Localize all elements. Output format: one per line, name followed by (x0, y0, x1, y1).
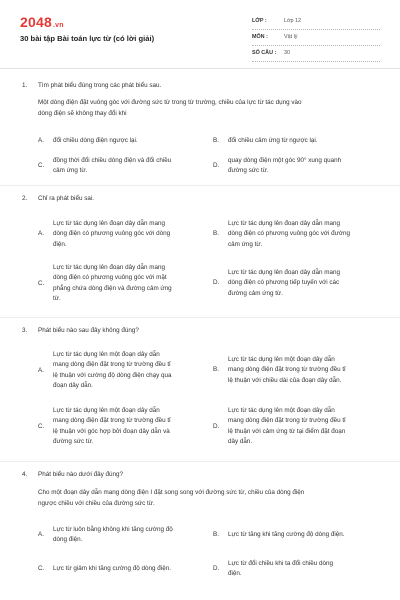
answer-option-c[interactable] (38, 564, 208, 574)
document-meta (252, 15, 380, 63)
option-line: Lực từ tác dụng lên đoạn dây dẫn mang (228, 269, 341, 276)
option-line: Lực từ luôn bằng không khi tăng cường độ (53, 526, 173, 533)
option-letter: D. (213, 162, 220, 170)
option-line: đường sức từ. (53, 438, 94, 446)
option-line: dòng điện có phương vuông góc với dòng (53, 230, 171, 238)
option-line: dòng điện. (53, 536, 83, 544)
option-line: Lực từ tác dụng lên một đoạn dây dẫn (53, 351, 160, 358)
meta-row-question-count (252, 47, 380, 62)
answer-option-c[interactable] (38, 156, 208, 177)
option-text (228, 530, 345, 540)
option-text (53, 350, 172, 392)
option-letter: C. (38, 279, 45, 287)
answer-option-a[interactable] (38, 219, 208, 250)
option-line: mang dòng điện đặt trong từ trường đều tỉ (228, 366, 346, 374)
option-text (53, 156, 171, 177)
meta-label: MÔN : (252, 34, 268, 40)
option-letter: B. (213, 137, 219, 144)
option-line: mang dòng điện đặt trong từ trường đều tỉ (53, 361, 171, 369)
answer-option-a[interactable] (38, 136, 208, 146)
meta-value: 30 (284, 50, 290, 56)
answer-option-a[interactable] (38, 525, 208, 546)
option-line: dây dẫn. (228, 438, 253, 446)
option-line: Lực từ tăng khi tăng cường độ dòng điện. (228, 531, 345, 538)
option-line: lệ thuận với chiều dài của đoạn dây dẫn. (228, 376, 342, 384)
option-line: cảm ứng từ. (228, 240, 263, 248)
question-divider (0, 185, 400, 186)
option-text (53, 406, 171, 448)
intro-line: Cho một đoạn dây dẫn mang dòng điện I đặt song song với đường sức từ, chiều của dòng điện (38, 489, 305, 496)
site-logo[interactable] (20, 14, 64, 30)
question-text: Chỉ ra phát biểu sai. (38, 195, 95, 202)
option-letter: B. (213, 230, 219, 238)
option-letter: D. (213, 565, 220, 573)
meta-row-class (252, 15, 380, 30)
option-text (228, 156, 341, 177)
option-line: đồng thời đổi chiều dòng điện và đổi chiều (53, 157, 172, 164)
question-text: Tìm phát biểu đúng trong các phát biểu sau. (38, 82, 162, 89)
question-divider (0, 461, 400, 462)
logo-text: 2048 (20, 14, 52, 30)
option-line: đổi chiều cảm ứng từ ngược lại. (228, 137, 318, 144)
intro-line: dòng điện sẽ không thay đổi khi (38, 109, 127, 117)
intro-line: ngược chiều với chiều của đường sức từ. (38, 499, 155, 507)
option-line: Lực từ tác dụng lên đoạn dây dẫn mang (53, 220, 166, 227)
option-line: lệ thuận với cường độ dòng điện chạy qua (53, 371, 172, 379)
option-line: đường cảm ứng từ. (228, 289, 283, 297)
question-divider (0, 317, 400, 318)
meta-value: Lớp 12 (284, 18, 302, 24)
question-number: 4. (22, 471, 28, 478)
intro-line: Một dòng điện đặt vuông góc với đường sức từ trong từ trường, chiều của lực từ tác dụng vào (38, 99, 302, 106)
option-letter: D. (213, 422, 220, 430)
option-line: Lực từ giảm khi tăng cường độ dòng điện. (53, 565, 171, 572)
option-text (228, 559, 333, 580)
answer-option-c[interactable] (38, 263, 208, 305)
meta-row-subject (252, 31, 380, 46)
answer-option-d[interactable] (213, 559, 383, 580)
option-text (228, 355, 346, 386)
option-letter: C. (38, 162, 45, 170)
option-letter: C. (38, 422, 45, 430)
option-line: mang dòng điện đặt trong từ trường đều tỉ (228, 417, 346, 425)
option-letter: A. (38, 230, 44, 238)
option-letter: A. (38, 137, 44, 144)
option-line: từ. (53, 295, 61, 303)
answer-option-b[interactable] (213, 136, 383, 146)
answer-option-d[interactable] (213, 156, 383, 177)
option-line: dòng điện có phương tiếp tuyến với các (228, 279, 340, 287)
option-text (53, 525, 173, 546)
option-line: lệ thuận với cảm ứng từ tại điểm đặt đoạn (228, 427, 346, 435)
option-line: Lực từ đổi chiều khi ta đổi chiều dòng (228, 560, 334, 567)
option-letter: C. (38, 565, 45, 572)
option-text (228, 268, 340, 299)
answer-option-c[interactable] (38, 406, 208, 448)
option-letter: B. (213, 366, 219, 374)
answer-option-d[interactable] (213, 268, 383, 299)
option-text (228, 406, 346, 448)
question-number: 1. (22, 82, 28, 89)
option-line: dòng điện có phương vuông góc với đường (228, 230, 350, 238)
option-line: lệ thuận với góc hợp bởi đoạn dây dẫn và (53, 427, 170, 435)
option-line: đổi chiều dòng điện ngược lại. (53, 137, 138, 144)
option-letter: A. (38, 366, 44, 374)
logo-suffix: .vn (52, 22, 64, 29)
option-text (53, 564, 171, 574)
document-title: 30 bài tập Bài toán lực từ (có lời giải) (20, 34, 155, 43)
option-line: cảm ứng từ. (53, 167, 88, 175)
option-letter: B. (213, 531, 219, 538)
option-line: điện. (228, 570, 242, 578)
option-line: điện. (53, 240, 67, 248)
question-intro (38, 98, 383, 119)
option-text (53, 136, 138, 146)
answer-option-b[interactable] (213, 355, 383, 386)
meta-value: Vật lý (284, 34, 298, 40)
option-line: phẳng chứa dòng điện và đường cảm ứng (53, 284, 172, 292)
question-text: Phát biểu nào dưới đây đúng? (38, 471, 124, 478)
question-intro (38, 488, 383, 509)
meta-label: LỚP : (252, 18, 267, 24)
question-number: 3. (22, 327, 28, 334)
answer-option-d[interactable] (213, 406, 383, 448)
option-text (228, 136, 318, 146)
option-line: Lực từ tác dụng lên đoạn dây dẫn mang (53, 264, 166, 271)
option-letter: A. (38, 531, 44, 539)
option-text (53, 263, 172, 305)
header-divider (0, 68, 400, 69)
option-line: đường sức từ. (228, 167, 269, 175)
option-line: mang dòng điện đặt trong từ trường đều tỉ (53, 417, 171, 425)
option-line: Lực từ tác dụng lên đoạn dây dẫn mang (228, 220, 341, 227)
answer-option-b[interactable] (213, 219, 383, 250)
option-letter: D. (213, 279, 220, 287)
question-number: 2. (22, 195, 28, 202)
option-line: Lực từ tác dụng lên một đoạn dây dẫn (228, 356, 335, 363)
option-text (228, 219, 350, 250)
option-line: dòng điện có phương vuông góc với mặt (53, 274, 167, 282)
answer-option-a[interactable] (38, 350, 208, 392)
option-text (53, 219, 170, 250)
option-line: Lực từ tác dụng lên một đoạn dây dẫn (53, 407, 160, 414)
answer-option-b[interactable] (213, 530, 383, 540)
option-line: Lực từ tác dụng lên một đoạn dây dẫn (228, 407, 335, 414)
option-line: quay dòng điện một góc 90° xung quanh (228, 157, 342, 164)
meta-label: SỐ CÂU : (252, 50, 277, 56)
page-header (0, 0, 400, 68)
question-text: Phát biểu nào sau đây không đúng? (38, 327, 139, 334)
option-line: đoạn dây dẫn. (53, 382, 93, 390)
